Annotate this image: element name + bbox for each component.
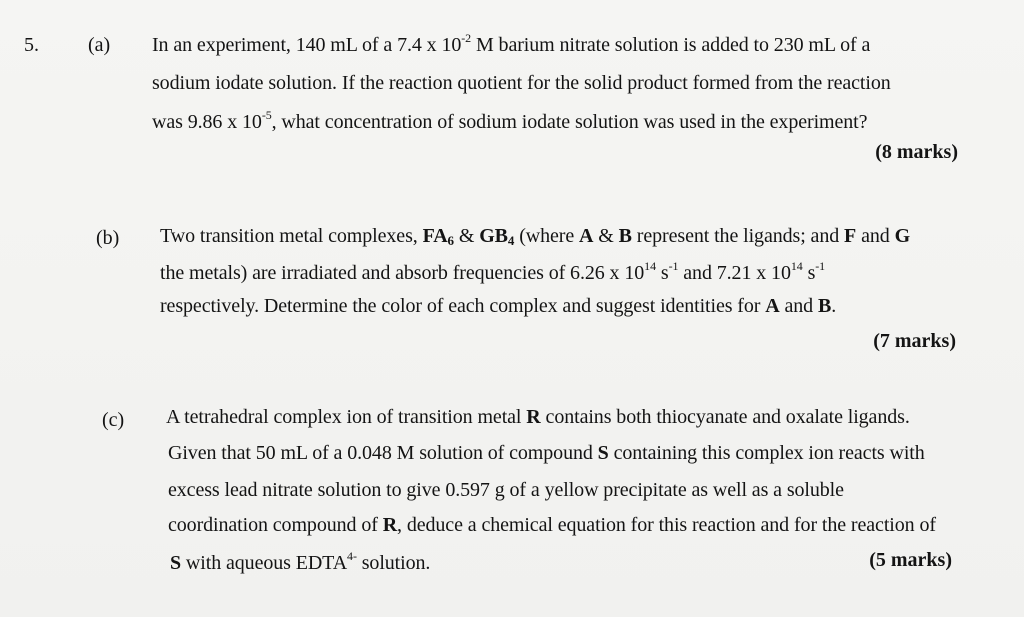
part-b-line-3: respectively. Determine the color of each complex and suggest identities for A and B. — [160, 295, 837, 317]
part-c-line-3: excess lead nitrate solution to give 0.597 g of a yellow precipitate as well as a soluble — [168, 479, 844, 501]
part-c-marks: (5 marks) — [869, 549, 952, 571]
part-c-line-4: coordination compound of R, deduce a chemical equation for this reaction and for the reaction of — [168, 514, 936, 536]
part-b-line-1: Two transition metal complexes, $FA_6$ & $GB_4$ (where A & B represent the ligands; and F and G — [160, 225, 911, 248]
part-c-label: (c) — [102, 409, 125, 431]
part-a-label: (a) — [88, 34, 111, 56]
question-number: 5. — [24, 34, 39, 56]
part-a-line-3: was 9.86 x $10^{-5}$, what concentration of sodium iodate solution was used in the experiment? — [152, 108, 868, 133]
part-b-label: (b) — [96, 227, 120, 249]
part-a-line-2: sodium iodate solution. If the reaction quotient for the solid product formed from the reaction — [152, 72, 891, 94]
part-c-line-5: S with aqueous $EDTA^{4-}$ solution. — [170, 549, 431, 574]
part-a-line-1: In an experiment, 140 mL of a 7.4 x $10^{-2}$ M barium nitrate solution is added to 230 mL of a — [152, 31, 871, 56]
part-b-marks: (7 marks) — [873, 330, 956, 352]
part-a-marks: (8 marks) — [875, 141, 958, 163]
part-c-line-1: A tetrahedral complex ion of transition metal R contains both thiocyanate and oxalate ligands. — [166, 406, 910, 428]
part-c-line-2: Given that 50 mL of a 0.048 M solution of compound S containing this complex ion reacts with — [168, 442, 925, 464]
part-b-line-2: the metals) are irradiated and absorb frequencies of 6.26 x $10^{14}$ $s^{-1}$ and 7.21 x $10^{14}$ $s^{-1}$ — [160, 259, 826, 284]
